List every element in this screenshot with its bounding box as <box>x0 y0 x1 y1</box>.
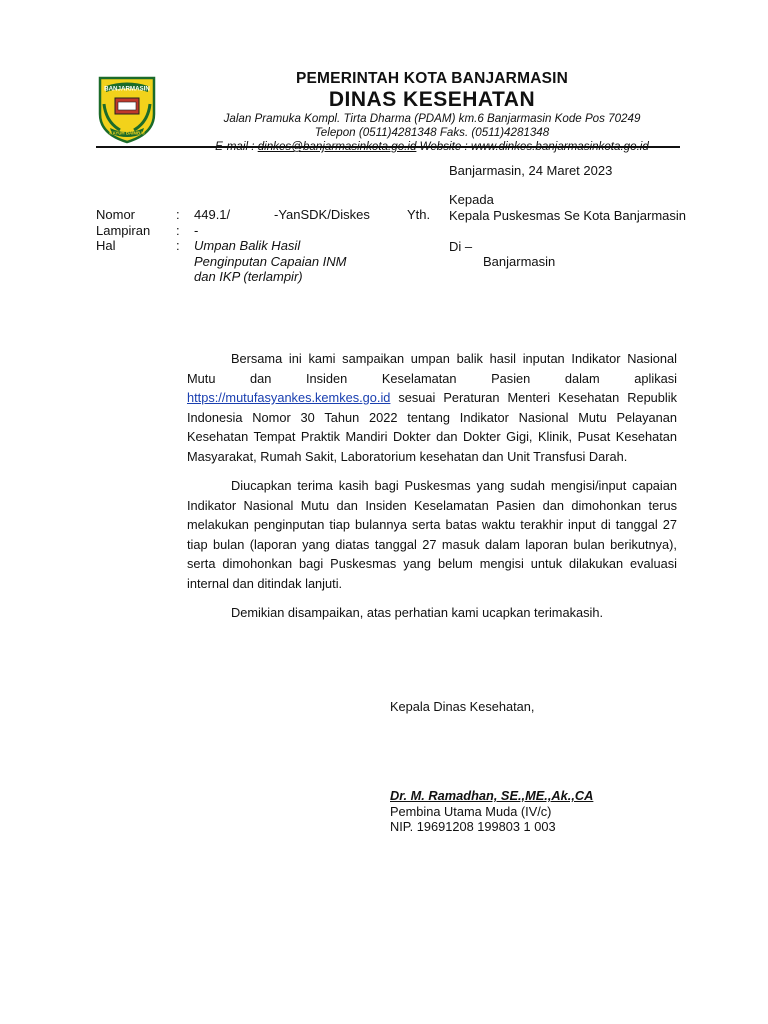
lampiran-label: Lampiran <box>96 222 151 238</box>
svg-text:KAYUH BAIMBAI: KAYUH BAIMBAI <box>109 130 145 136</box>
body-text: sesuai Peraturan Menteri Kesehatan Republik Indonesia Nomor 30 Tahun 2022 tentang Indikator Nasional Mutu Pelayanan Kesehatan Tempat Praktik Mandiri Dokter dan Dokter Gigi, Klinik, Pusat Kesehatan Masyarakat, Rumah Sakit, Laboratorium kesehatan dan Unit Transfusi Darah. <box>187 390 677 464</box>
letterhead-divider <box>96 146 680 148</box>
signatory-rank: Pembina Utama Muda (IV/c) <box>390 803 552 819</box>
recipient-block <box>449 192 686 270</box>
hal-line: Penginputan Capaian INM <box>194 253 347 269</box>
hal-line: Umpan Balik Hasil <box>194 238 301 253</box>
body-text: Bersama ini kami sampaikan umpan balik hasil inputan Indikator Nasional Mutu dan Insiden Keselamatan Pasien dalam aplikasi <box>187 351 677 386</box>
svg-text:BANJARMASIN: BANJARMASIN <box>104 85 150 93</box>
letter-body <box>187 349 677 633</box>
yth-label: Yth. <box>407 207 431 222</box>
city-emblem-icon <box>96 74 158 144</box>
signatory-name: Dr. M. Ramadhan, SE.,ME.,Ak.,CA <box>390 788 594 803</box>
signature-block <box>390 788 593 835</box>
office-phone: Telepon (0511)4281348 Faks. (0511)4281348 <box>314 126 550 139</box>
nomor-value: 449.1/ <box>194 207 231 222</box>
body-paragraph-1 <box>187 349 677 466</box>
website-text: Website : www.dinkes.banjarmasinkota.go.id <box>416 140 649 153</box>
recipient-kepada: Kepada <box>449 192 494 207</box>
letterhead <box>168 70 696 154</box>
nomor-suffix: -YanSDK/Diskes <box>274 207 370 222</box>
colon: : <box>176 222 180 238</box>
government-title: PEMERINTAH KOTA BANJARMASIN <box>295 70 569 87</box>
signatory-nip: NIP. 19691208 199803 1 003 <box>390 819 556 834</box>
nomor-label: Nomor <box>96 207 136 222</box>
colon: : <box>176 238 180 253</box>
colon: : <box>176 207 180 222</box>
email-link[interactable]: dinkes@banjarmasinkota.go.id <box>257 140 417 153</box>
letter-date: Banjarmasin, 24 Maret 2023 <box>449 163 613 178</box>
office-title: DINAS KESEHATAN <box>328 88 536 111</box>
recipient-di: Di – <box>449 238 473 254</box>
body-paragraph-2: Diucapkan terima kasih bagi Puskesmas yang sudah mengisi/input capaian Indikator Nasional Mutu dan Insiden Keselamatan Pasien dan dimohonkan terus melakukan penginputan tiap bulannya serta batas waktu terakhir input di tanggal 27 tiap bulan (laporan yang diatas tanggal 27 masuk dalam laporan bulan berikutnya), serta dimohonkan bagi Puskesmas yang belum mengisi untuk dilakukan evaluasi internal dan ditindak lanjuti. <box>187 478 677 591</box>
app-link[interactable]: https://mutufasyankes.kemkes.go.id <box>187 390 391 405</box>
lampiran-value: - <box>194 222 199 238</box>
hal-label: Hal <box>96 238 116 253</box>
recipient-city: Banjarmasin <box>483 254 556 269</box>
email-label: E-mail : <box>215 140 258 153</box>
recipient-name: Kepala Puskesmas Se Kota Banjarmasin <box>449 207 687 223</box>
signature-position: Kepala Dinas Kesehatan, <box>390 699 535 714</box>
office-address: Jalan Pramuka Kompl. Tirta Dharma (PDAM) km.6 Banjarmasin Kode Pos 70249 <box>223 112 641 125</box>
body-paragraph-3: Demikian disampaikan, atas perhatian kami ucapkan terimakasih. <box>231 605 604 620</box>
hal-line: dan IKP (terlampir) <box>194 269 303 284</box>
